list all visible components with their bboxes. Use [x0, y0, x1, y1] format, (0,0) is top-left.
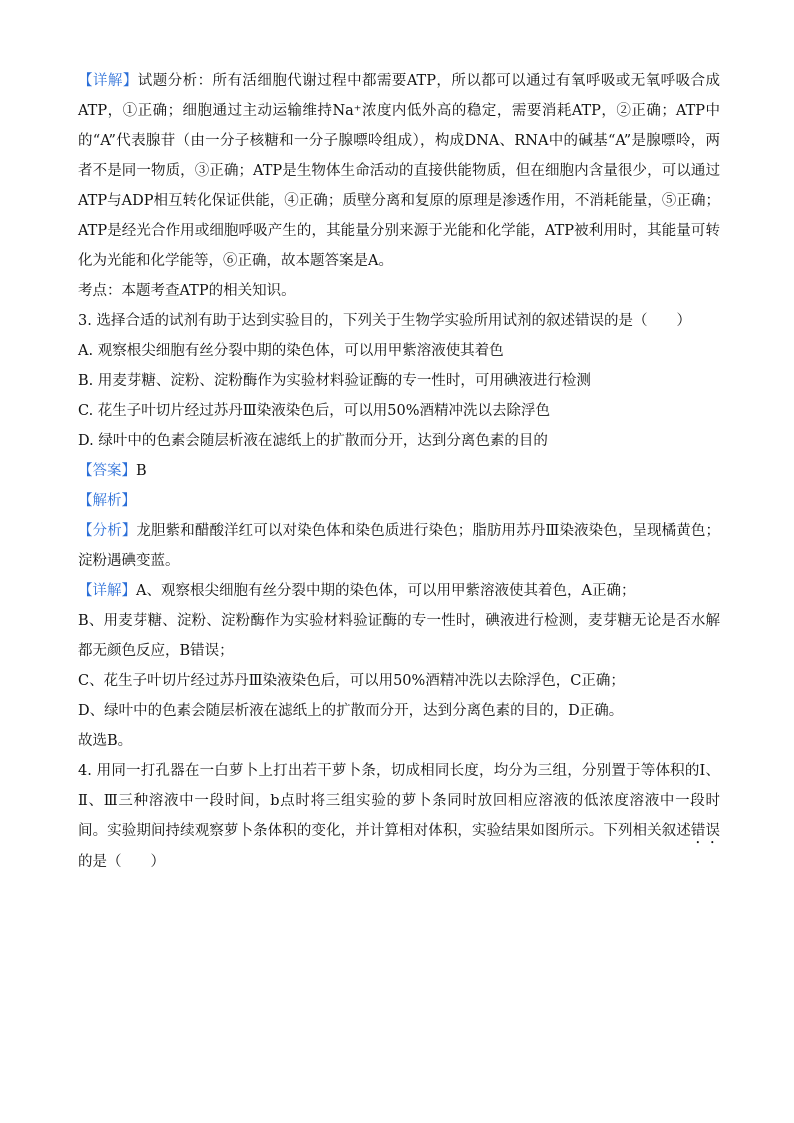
q3-xiangjie-a: [78, 576, 720, 606]
q4-stem: [78, 756, 720, 877]
q2-detail-paragraph: [78, 66, 720, 276]
q3-answer-value: B: [136, 463, 147, 479]
q3-option-d: D. 绿叶中的色素会随层析液在滤纸上的扩散而分开，达到分离色素的目的: [78, 433, 548, 449]
q3-xiangjie-a-text: A、观察根尖细胞有丝分裂中期的染色体，可以用甲紫溶液使其着色，A正确；: [136, 583, 636, 599]
q2-detail-tag: 【详解】: [78, 73, 138, 89]
q3-xiangjie-tag: 【详解】: [78, 583, 136, 599]
q3-option-a: A. 观察根尖细胞有丝分裂中期的染色体，可以用甲紫溶液使其着色: [78, 343, 504, 359]
document-content: [78, 66, 720, 877]
q3-conclusion: 故选B。: [78, 733, 133, 749]
q3-xiangjie-c: C、花生子叶切片经过苏丹Ⅲ染液染色后，可以用50%酒精冲洗以去除浮色，C正确；: [78, 673, 625, 689]
q3-jiexi-line: [78, 486, 720, 516]
q3-option-c: C. 花生子叶切片经过苏丹Ⅲ染液染色后，可以用50%酒精冲洗以去除浮色: [78, 403, 551, 419]
q3-jiexi-tag: 【解析】: [78, 493, 136, 509]
kaodian-line: 考点：本题考查ATP的相关知识。: [78, 283, 296, 299]
q3-answer-tag: 【答案】: [78, 463, 136, 479]
q3-xiangjie-d: D、绿叶中的色素会随层析液在滤纸上的扩散而分开，达到分离色素的目的，D正确。: [78, 703, 624, 719]
q3-stem: 3. 选择合适的试剂有助于达到实验目的，下列关于生物学实验所用试剂的叙述错误的是（ ）: [78, 313, 691, 329]
q3-answer-line: [78, 456, 720, 486]
q3-fenxi-paragraph: [78, 516, 720, 576]
q4-stem-end: 的是（ ）: [78, 854, 165, 870]
q3-fenxi-text: 龙胆紫和醋酸洋红可以对染色体和染色质进行染色；脂肪用苏丹Ⅲ染液染色，呈现橘黄色；淀粉遇碘变蓝。: [78, 523, 720, 569]
q4-stem-emphasis: 错误: [690, 823, 720, 839]
q2-detail-text: 试题分析：所有活细胞代谢过程中都需要ATP，所以都可以通过有氧呼吸或无氧呼吸合成ATP，①正确；细胞通过主动运输维持Na⁺浓度内低外高的稳定，需要消耗ATP，②正确；ATP中的“A”代表腺苷（由一分子核糖和一分子腺嘌呤组成），构成DNA、RNA中的碱基“A”是腺嘌呤，两者不是同一物质，③正确；ATP是生物体生命活动的直接供能物质，但在细胞内含量很少，可以通过ATP与ADP相互转化保证供能，④正确；质壁分离和复原的原理是渗透作用，不消耗能量，⑤正确；ATP是经光合作用或细胞呼吸产生的，其能量分别来源于光能和化学能，ATP被利用时，其能量可转化为光能和化学能等，⑥正确，故本题答案是A。: [78, 73, 720, 269]
q3-fenxi-tag: 【分析】: [78, 523, 137, 539]
q4-stem-main: 4. 用同一打孔器在一白萝卜上打出若干萝卜条，切成相同长度，均分为三组，分别置于等体积的Ⅰ、Ⅱ、Ⅲ三种溶液中一段时间，b点时将三组实验的萝卜条同时放回相应溶液的低浓度溶液中一段时间。实验期间持续观察萝卜条体积的变化，并计算相对体积，实验结果如图所示。下列相关叙述: [78, 763, 720, 839]
q3-xiangjie-b: B、用麦芽糖、淀粉、淀粉酶作为实验材料验证酶的专一性时，碘液进行检测，麦芽糖无论是否水解都无颜色反应，B错误；: [78, 613, 720, 659]
q3-option-b: B. 用麦芽糖、淀粉、淀粉酶作为实验材料验证酶的专一性时，可用碘液进行检测: [78, 373, 591, 389]
